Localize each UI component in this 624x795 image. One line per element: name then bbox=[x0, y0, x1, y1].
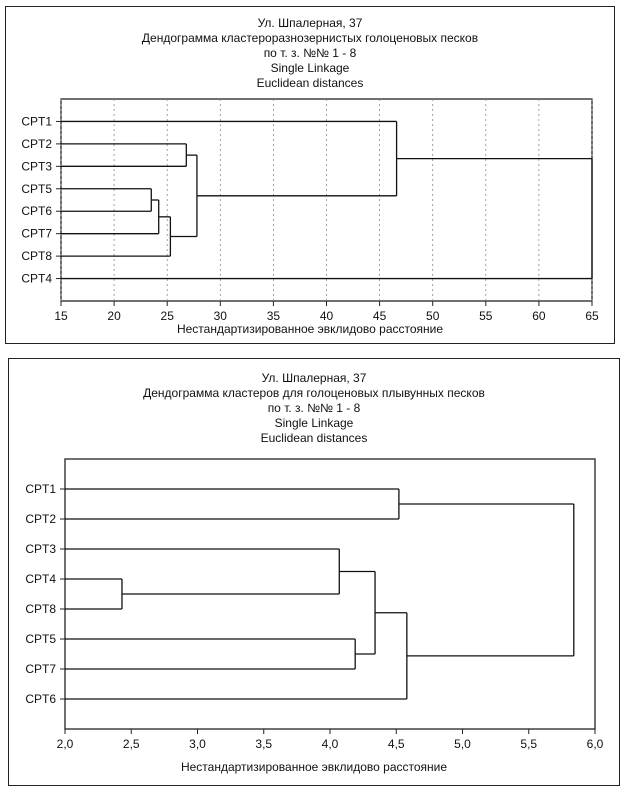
chart-1-plot bbox=[6, 7, 616, 345]
chart-1-leaf-label-cpt4: CPT4 bbox=[21, 271, 52, 286]
chart-1-x-tick-label: 65 bbox=[585, 309, 599, 323]
chart-2-leaf-label-cpt7: CPT7 bbox=[25, 662, 56, 676]
chart-1-leaf-label-cpt3: CPT3 bbox=[21, 159, 52, 174]
chart-1-leaf-label-cpt7: CPT7 bbox=[21, 226, 52, 241]
chart-1-x-tick-label: 40 bbox=[319, 309, 334, 323]
chart-2-leaf-label-cpt3: CPT3 bbox=[25, 542, 56, 556]
chart-1-leaf-label-cpt5: CPT5 bbox=[21, 181, 52, 196]
dendrogram-panel-1 bbox=[5, 6, 615, 344]
chart-2-x-tick-label: 3,0 bbox=[189, 737, 206, 751]
chart-2-plot bbox=[9, 359, 621, 787]
chart-1-x-tick-label: 20 bbox=[107, 309, 121, 323]
chart-2-x-tick-label: 2,0 bbox=[56, 737, 74, 751]
chart-2-x-axis-label: Нестандартизированное эвклидово расстояние bbox=[180, 760, 448, 774]
chart-2-title-line-3: по т. з. №№ 1 - 8 bbox=[267, 401, 361, 415]
chart-2-leaf-label-cpt4: CPT4 bbox=[25, 572, 56, 586]
chart-1-x-tick-label: 55 bbox=[479, 309, 493, 323]
chart-2-title-line-2: Дендограмма кластеров для голоценовых плывунных песков bbox=[143, 386, 485, 400]
chart-2-leaf-label-cpt2: CPT2 bbox=[25, 512, 56, 526]
chart-2-leaf-label-cpt6: CPT6 bbox=[25, 692, 56, 706]
chart-1-title-line-5: Euclidean distances bbox=[256, 76, 364, 90]
chart-2-leaf-label-cpt1: CPT1 bbox=[25, 482, 56, 496]
chart-1-leaf-label-cpt2: CPT2 bbox=[21, 136, 52, 151]
chart-2-title-line-4: Single Linkage bbox=[274, 416, 354, 430]
chart-1-x-tick-label: 25 bbox=[160, 309, 174, 323]
chart-2-x-tick-label: 3,5 bbox=[255, 737, 273, 751]
chart-2-leaf-label-cpt8: CPT8 bbox=[25, 602, 56, 616]
chart-1-x-tick-label: 35 bbox=[266, 309, 281, 323]
chart-1-x-tick-label: 30 bbox=[213, 309, 227, 323]
chart-2-title-line-5: Euclidean distances bbox=[260, 431, 368, 445]
chart-1-x-tick-label: 60 bbox=[532, 309, 546, 323]
dendrogram-panel-2 bbox=[8, 358, 620, 786]
chart-2-x-tick-label: 4,0 bbox=[321, 737, 339, 751]
chart-2-title-line-1: Ул. Шпалерная, 37 bbox=[261, 371, 367, 385]
chart-2-x-tick-label: 5,0 bbox=[454, 737, 471, 751]
chart-1-x-tick-label: 50 bbox=[426, 309, 440, 323]
chart-2-x-tick-label: 6,0 bbox=[586, 737, 604, 751]
chart-2-leaf-label-cpt5: CPT5 bbox=[25, 632, 56, 646]
chart-1-title-line-4: Single Linkage bbox=[270, 61, 350, 75]
chart-1-x-tick-label: 15 bbox=[54, 309, 68, 323]
chart-1-leaf-label-cpt1: CPT1 bbox=[21, 114, 52, 129]
chart-1-title-line-3: по т. з. №№ 1 - 8 bbox=[263, 46, 357, 60]
chart-1-leaf-label-cpt8: CPT8 bbox=[21, 249, 52, 264]
chart-1-x-tick-label: 45 bbox=[372, 309, 387, 323]
chart-2-x-tick-label: 4,5 bbox=[387, 737, 405, 751]
chart-1-x-axis-label: Нестандартизированное эвклидово расстояние bbox=[176, 322, 444, 336]
chart-2-x-tick-label: 5,5 bbox=[520, 737, 538, 751]
chart-1-leaf-label-cpt6: CPT6 bbox=[21, 204, 52, 219]
chart-1-title-line-1: Ул. Шпалерная, 37 bbox=[257, 16, 363, 30]
chart-2-x-tick-label: 2,5 bbox=[122, 737, 140, 751]
chart-1-title-line-2: Дендограмма кластероразнозернистых голоценовых песков bbox=[141, 31, 479, 45]
